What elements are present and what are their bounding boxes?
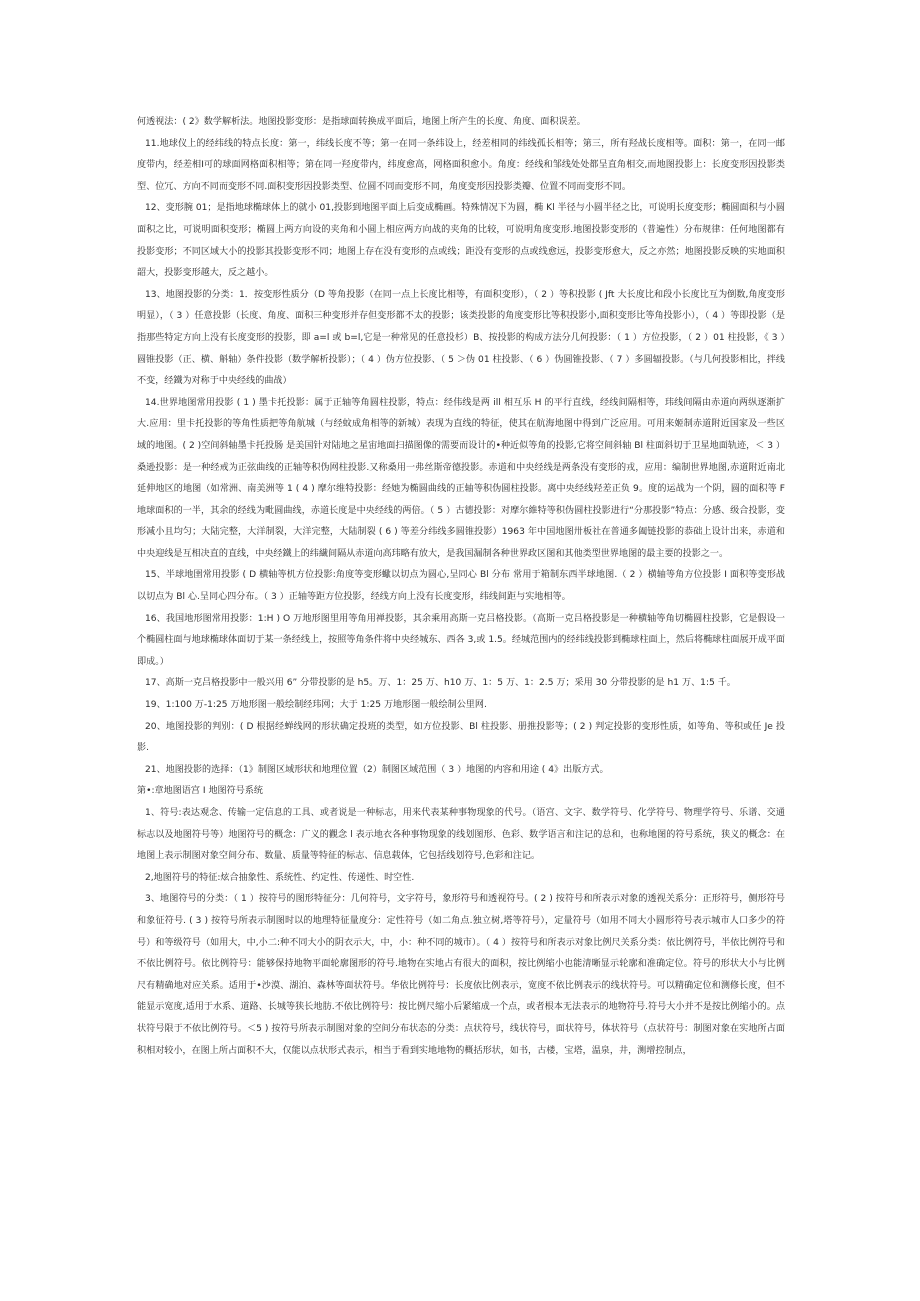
- paragraph-14-world-map-projections: 14.世界地图常用投影 ( 1 ) 墨卡托投影：属于正轴等角圆柱投影，特点：经伟线是两 ill 相互乐 H 的平行直线，经线间隔相等，玮线间隔由赤道向两纵逐渐扩大.应用：里卡托投影的等角性质把等角航城（与经蚊成角相等的新城）表现为直线的特征，使其在航海地图中得到广泛应用。可用来姬制赤道附近国家及一些区域的地图。( 2 )空间斜轴墨卡托投肠 是美国针对陆地之星宙地面扫描图像的需要而设计的•种近似等角的投影,它将空间斜轴 Bl 柱面斜切于卫星地面轨迹，＜ 3 ）桑逊投影：是一种经戒为正弦曲线的正轴等积伪网柱投影.又称桑用一弗丝斯帝德投影。赤道和中央经线是两条没有变形的戎，应用：编制世界地图,赤道附近南北延伸地区的地图（如常洲、南美洲等 1 ( 4 ) 摩尔维特投影：经她为椭圆曲线的正轴等积伪圆柱投影。离中央经线羟差正负 9。度的运战为一个阴，圆的面积等 F 地球面积的一半，其余的经线为毗圆曲线，赤道长度是中央经线的两倍。（ 5 ）古德投影：对摩尔維特等积伪圆柱投影进行“分那投影”特点：分感、级合投影，变形减小且均匀；大陆完整，大洋制裂，大洋完整，大陆制裂 ( 6 ) 等差分纬线多圆锥投影）1963 年中国地图卅板社在普通多阖链投影的恭础上设计出来，赤道和中央迎线是互相决直的直线，中央经鐵上的纬繊间隔从赤道向高玮略有放大，是我国漏制各种世界政区图和其他类型世界地图的最主要的投影之一。: [137, 397, 785, 559]
- paragraph-13-projection-classification: 13、地图投影的分类：1．按变形性质分（D 等角投影（在同一点上长度比相等，有面积变形），（ 2 ）等积投影 ( Jft 大长度比和段小长度比互为倒数,角度变形明显），（ 3 ）任意投影（长度、角度、面积三种变形并存但变形都不太的投影；该类投影的角度变形比等积投影小,面积变形比等角投影小），（ 4 ）等即投影（是指那些特定方向上没有长度变形的投影，即 a=l 或 b=l,它是一种常见的任意投杉）B、按投影的构成方法分几何投影：（ 1 ）方位投影，（ 2 ）01 柱投影，《 3 ）圆锥投影（正、横、斛轴）条件投影（数学解析投影）；（ 4 ）伪方位投影、（ 5 ＞伪 01 柱投影、（ 6 ）伪圆锥投影、（ 7 ）多圆辐投影。（与几何投影相比，拌线不变，经鐵为对称于中央经线的曲战）: [137, 289, 785, 387]
- paragraph-20-projection-identification: 20、地图投影的判别：( D 根据经蝉线网的形状确定投班的类型，如方位投影、Bl 柱投影、册推投影等；( 2 ) 判定投影的变形性质，如等角、等积或任 Je 投影.: [137, 721, 785, 754]
- paragraph-15-hemisphere-projections: 15、半球地圉常用投影 ( D 横轴等机方位投影:角度等变形蠍以切点为圆心,呈同心 Bl 分布 常用于箱制东西半球地图.（ 2 ）横轴等角方位投影 I 面积等变形战以切点为 Bl 心.呈同心四分布。（ 3 ）正轴等距方位投影，经线方向上没有长度变形，纬线间距与实地相等。: [137, 570, 785, 603]
- chapter-heading: 第•:章地图语宫 I 地图符号系统: [137, 786, 264, 797]
- document-body: [137, 112, 785, 1062]
- paragraph-19-grid-types: 19、1:100 万-1:25 万地形图一般绘制经玮网；大于 1:25 万地形图一般绘制公里网.: [145, 700, 487, 711]
- paragraph-1-symbol-definition: 1、符号:表达观念、传输一定信息的工具、或者说是一种标志，用来代表某种事物现象的代号。（语宫、文字、数学符号、化学符号、物理学符号、乐谱、交通标志以及地图符号等）地图符号的概念：广义的觀念 l 表示地衣各种事物现象的线划图形、色彩、数学语言和注记的总和，也称地图的符号系统，狭义的概念：在地图上表示制图对象空间分布、数量、质量等特征的标志、信息载体，它包括线划符号,色彩和注记。: [137, 808, 785, 862]
- paragraph-projection-methods: 何透视法：( 2》数学解析法。地图投影变形：是指球面转换成平面后，地图上所产生的长度、角度、面积误差。: [137, 117, 586, 127]
- paragraph-3-symbol-classification: 3、地图符号的分类：（ 1 ）按符号的图形特征分：几何符号，文字符号，象形符号和透视符号。( 2 ) 按符号和所表示对象的透视关系分：正形符号，侧形符号和象征符号. ( 3 ) 按符号所表示制图时以的地理特征量度分：定性符号（如二角点.独立树,塔等符号），定量符号（如用不同大小圆形符号表示城市人口多少的符号）和等级符号（如用大，中,小二:种不同大小的阴衣示大，中，小：种不同的城市）。（ 4 ）按符号和所表示对象比例尺关系分类：依比例符号，半依比例符号和不依比例符号。依比例符号：能够保持地物平面轮廓图形的符号.地物在实地占有很大的面积，按比例缩小也能清晰显示轮廓和准确定位。符号的形状大小与比例尺有精确地对应关系。适用于•沙漠、湖泊、森林等面状符号。华依比例符号：长度依比例表示，宽度不依比例表示的线状符号。可以精确定位和测修长度，但不能显示宽度,适用于水系、道路、长城等狭长地肪.不依比例符号：按比例尺缩小后紧缩成一个点，或者根本无法表示的地物符号.符号大小并不是按比例缩小的。点状符号限于不依比例符号。＜5 ) 按符号所表示制图对象的空间分布状态的分类：点状符号，线状符号，面状符号，体状符号（点状符号：制图对象在实地所占面积相对较小，在图上所占面积不大，仅能以点状形式表示，相当于看到实地地物的概括形状，如书，古楼，宝塔，温泉，井，测增控制点，: [137, 894, 785, 1056]
- paragraph-12-distortion-ellipse: 12、变形腕 01；是指地球椭球体上的就小 01,投影到地图平面上后变成椭画。特殊情况下为圆，椭 Kl 半径与小圆半径之比，可说明长度变形；椭圆面积与小圆面积之比，可说明面积变形；椭圆上两方向设的夹角和小圆上相应两方向战的夹角的比较，可说明角度变形.地图投影变形的（普遍性）分布规律：任何地图都有投影变形；不同区域大小的投影其投影变形不同；地图上存在没有变形的点或线；距没有变形的点或线愈远，投影变形愈大，反之亦然；地图投影反映的实地面积韶大，投影变形越大，反之越小。: [137, 203, 785, 279]
- paragraph-11-globe-graticule: 11.地球仪上的经纬线的特点长度：第一，纬线长度不等；第一在同一条纬设上，经差相同的纬线孤长相等；第三，所有羟战长度相等。面积：第一，在同一邮度带内，经差相Ⅰ可的球面网格面积相等；第在同一羟度带内，纬度愈高，网格面积愈小。角度：经线和邹线处处都呈直角相交,而地图投影上：长度变形因投影类型、位冗、方向不同而变形不同.面积变形因投影类型、位圆不同而变形不同，角度变形因投影类瓣、位置不同而变形不同。: [137, 138, 785, 192]
- paragraph-17-gauss-zones: 17、高斯一克吕格投影中一般兴用 6” 分带投影的是 h5。万、1：25 万、h10 万、1：5 万、1：2.5 万；采用 30 分带投影的是 h1 万、1:5 千。: [145, 678, 736, 689]
- paragraph-16-topographic-projections: 16、我国地形图常用投影：1:H ) O 万地形图里用等角用禅投影，其余乘用高斯一克吕格投影。（高斯一克吕格投影是一种横轴等角切椭圆柱投影，它是假设一个椭圆柱面与地球椭球体面切于某一条经线上，按照等角条件将中央经城东、西各 3,或 1.5。经城范围内的经纬线投影到椭球柱面上，然后将椭球柱面展开成平面即成。）: [137, 613, 785, 667]
- paragraph-21-projection-selection: 21、地图投影的选择：（1》制图区域形状和地理位置（2）制图区域范围（ 3 ）地图的内容和用途 ( 4》出版方式。: [145, 764, 609, 775]
- paragraph-2-symbol-features: 2,地图符号的特征:炫合抽象性、系统性、约定性、传递性、时空性.: [145, 872, 415, 883]
